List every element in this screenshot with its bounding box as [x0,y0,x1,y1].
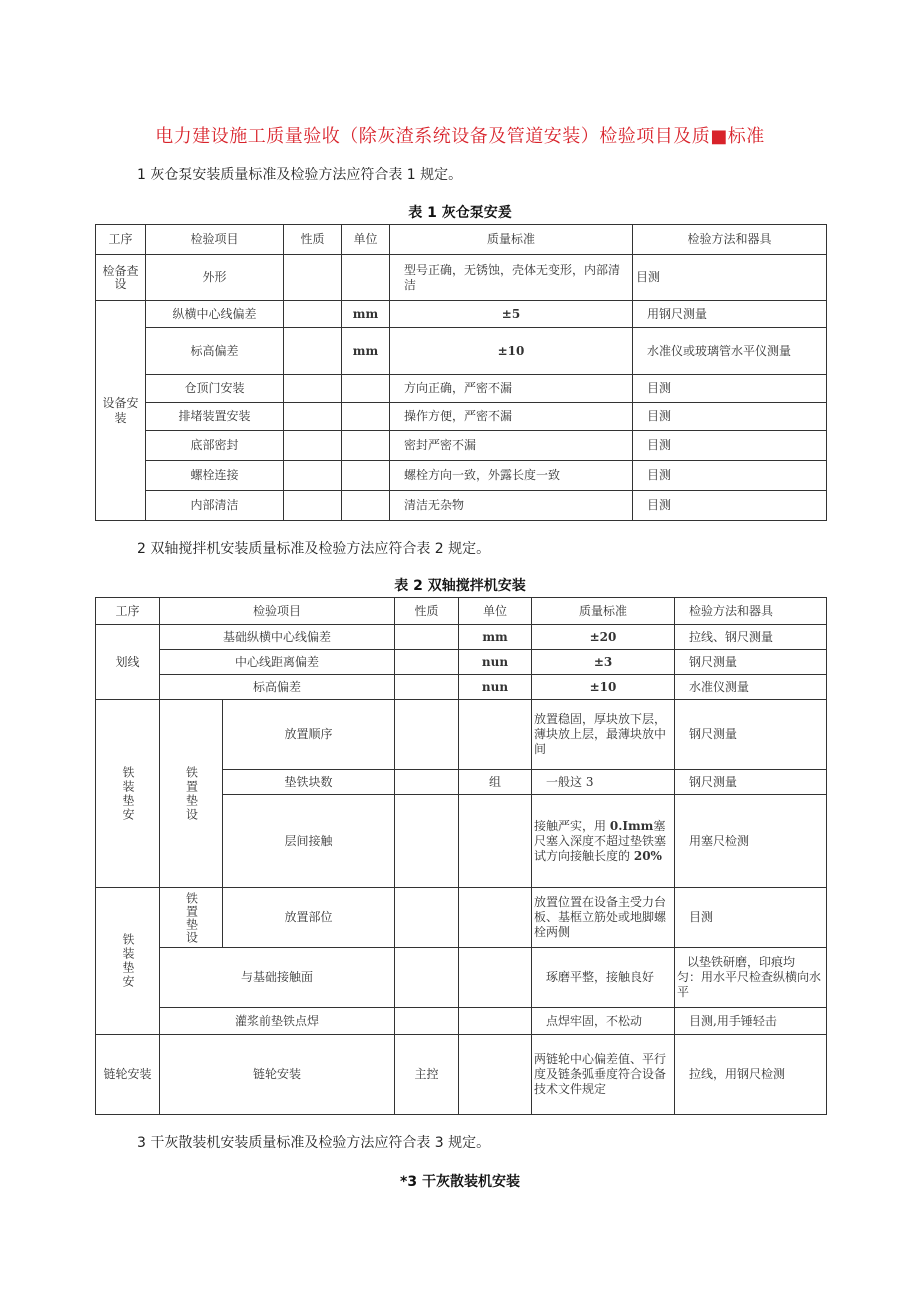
unit-cell [342,491,390,521]
standard-cell: ±3 [532,650,675,675]
unit-cell: 组 [459,770,532,795]
table-2 [95,597,827,1115]
method-cell: 水准仪或玻璃管水平仪测量 [633,328,827,375]
standard-cell: 琢磨平整，接触良好 [532,948,675,1008]
header-cell: 单位 [342,225,390,255]
item-cell: 中心线距离偏差 [160,650,395,675]
nature-cell [395,948,459,1008]
table-row [96,328,827,375]
item-cell: 底部密封 [146,431,284,461]
nature-cell [284,491,342,521]
standard-cell: 密封严密不漏 [390,431,633,461]
item-cell: 层间接触 [223,795,395,888]
process-cell: 铁装垫安 [96,700,160,888]
table-1-caption: 表 1 灰仓泵安爰 [408,205,512,221]
table-row [96,255,827,301]
table-row [96,700,827,770]
nature-cell [395,700,459,770]
method-cell: 水准仪测量 [675,675,827,700]
unit-cell: mm [342,328,390,375]
process-cell: 铁装垫安 [96,888,160,1035]
unit-cell [459,1035,532,1115]
standard-cell: 一般这 3 [532,770,675,795]
nature-cell [284,431,342,461]
item-cell: 标高偏差 [160,675,395,700]
header-cell: 工序 [96,598,160,625]
item-cell: 仓顶门安装 [146,375,284,403]
item-cell: 纵横中心线偏差 [146,301,284,328]
method-cell: 以垫铁研磨，印痕均 匀：用水平尺检查纵横向水平 [675,948,827,1008]
process-cell: 划线 [96,625,160,700]
table-row [96,431,827,461]
nature-cell [284,403,342,431]
nature-cell [395,795,459,888]
header-cell: 检验项目 [160,598,395,625]
table-row [96,650,827,675]
header-cell: 检验方法和器具 [633,225,827,255]
sub-process-cell: 铁置垫设 [160,888,223,948]
item-cell: 基础纵横中心线偏差 [160,625,395,650]
item-cell: 标高偏差 [146,328,284,375]
method-cell: 目测 [633,431,827,461]
header-cell: 质量标准 [390,225,633,255]
standard-cell: 放置稳固，厚块放下层，薄块放上层，最薄块放中间 [532,700,675,770]
nature-cell [395,1008,459,1035]
standard-cell: 操作方便，严密不漏 [390,403,633,431]
nature-cell [284,375,342,403]
standard-cell: 螺栓方向一致，外露长度一致 [390,461,633,491]
unit-cell [342,403,390,431]
nature-cell [284,328,342,375]
unit-cell [459,1008,532,1035]
standard-cell: ±5 [390,301,633,328]
unit-cell [342,255,390,301]
standard-cell: ±10 [390,328,633,375]
method-cell: 目测,用手锤轻击 [675,1008,827,1035]
item-cell: 内部清洁 [146,491,284,521]
intro-paragraph-3: 3 干灰散装机安装质量标准及检验方法应符合表 3 规定。 [137,1135,491,1151]
intro-paragraph-2: 2 双轴搅拌机安装质量标准及检验方法应符合表 2 规定。 [137,541,491,557]
method-cell: 目测 [633,491,827,521]
standard-cell: 型号正确，无锈蚀，壳体无变形，内部清洁 [390,255,633,301]
item-cell: 螺栓连接 [146,461,284,491]
method-cell: 目测 [633,255,827,301]
item-cell: 与基础接触面 [160,948,395,1008]
page-title: 电力建设施工质量验收（除灰渣系统设备及管道安装）检验项目及质■标准 [155,126,765,147]
nature-cell [395,888,459,948]
item-cell: 灌浆前垫铁点焊 [160,1008,395,1035]
unit-cell [459,888,532,948]
unit-cell: nun [459,650,532,675]
nature-cell [284,255,342,301]
standard-cell: 清洁无杂物 [390,491,633,521]
nature-cell [284,301,342,328]
unit-cell: nun [459,675,532,700]
standard-cell: 两链轮中心偏差值、平行度及链条弧垂度符合设备技术文件规定 [532,1035,675,1115]
process-cell: 链轮安装 [96,1035,160,1115]
method-cell: 钢尺测量 [675,770,827,795]
standard-cell: ±20 [532,625,675,650]
table-2-caption: 表 2 双轴搅拌机安装 [394,578,526,594]
process-cell: 检备查设 [96,255,146,301]
item-cell: 外形 [146,255,284,301]
table-2-header-row [96,598,827,625]
table-row [96,403,827,431]
unit-cell [342,431,390,461]
header-cell: 性质 [395,598,459,625]
nature-cell [395,675,459,700]
method-cell: 拉线、钢尺测量 [675,625,827,650]
item-cell: 排堵装置安装 [146,403,284,431]
item-cell: 垫铁块数 [223,770,395,795]
item-cell: 放置顺序 [223,700,395,770]
header-cell: 单位 [459,598,532,625]
standard-cell: 放置位置在设备主受力台板、基框立筋处或地脚螺栓两侧 [532,888,675,948]
method-cell: 目测 [633,403,827,431]
nature-cell [395,625,459,650]
unit-cell: mm [342,301,390,328]
unit-cell [342,461,390,491]
unit-cell [459,948,532,1008]
table-1-header-row [96,225,827,255]
standard-cell: ±10 [532,675,675,700]
method-cell: 目测 [675,888,827,948]
method-cell: 目测 [633,375,827,403]
table-3-caption: *3 干灰散装机安装 [400,1174,520,1190]
unit-cell [459,700,532,770]
table-1 [95,224,827,521]
unit-cell [459,795,532,888]
table-row [96,675,827,700]
header-cell: 工序 [96,225,146,255]
item-cell: 放置部位 [223,888,395,948]
header-cell: 检验方法和器具 [675,598,827,625]
nature-cell [395,770,459,795]
header-cell: 质量标准 [532,598,675,625]
item-cell: 链轮安装 [160,1035,395,1115]
intro-paragraph-1: 1 灰仓泵安装质量标准及检验方法应符合表 1 规定。 [137,167,463,183]
standard-cell: 方向正确，严密不漏 [390,375,633,403]
unit-cell [342,375,390,403]
table-row [96,301,827,328]
method-cell: 目测 [633,461,827,491]
nature-cell [284,461,342,491]
sub-process-cell: 铁置垫设 [160,700,223,888]
method-cell: 钢尺测量 [675,650,827,675]
header-cell: 性质 [284,225,342,255]
table-row [96,375,827,403]
method-cell: 用钢尺测量 [633,301,827,328]
header-cell: 检验项目 [146,225,284,255]
table-row [96,948,827,1008]
process-cell: 设备安装 [96,301,146,521]
standard-cell: 接触严实，用 0.Imm塞尺塞入深度不超过垫铁塞试方向接触长度的 20% [532,795,675,888]
table-row [96,888,827,948]
nature-cell: 主控 [395,1035,459,1115]
table-row [96,625,827,650]
method-cell: 拉线，用钢尺检测 [675,1035,827,1115]
unit-cell: mm [459,625,532,650]
method-cell: 用塞尺检测 [675,795,827,888]
table-row [96,1008,827,1035]
nature-cell [395,650,459,675]
table-row [96,1035,827,1115]
table-row [96,491,827,521]
method-cell: 钢尺测量 [675,700,827,770]
standard-cell: 点焊牢固，不松动 [532,1008,675,1035]
table-row [96,461,827,491]
